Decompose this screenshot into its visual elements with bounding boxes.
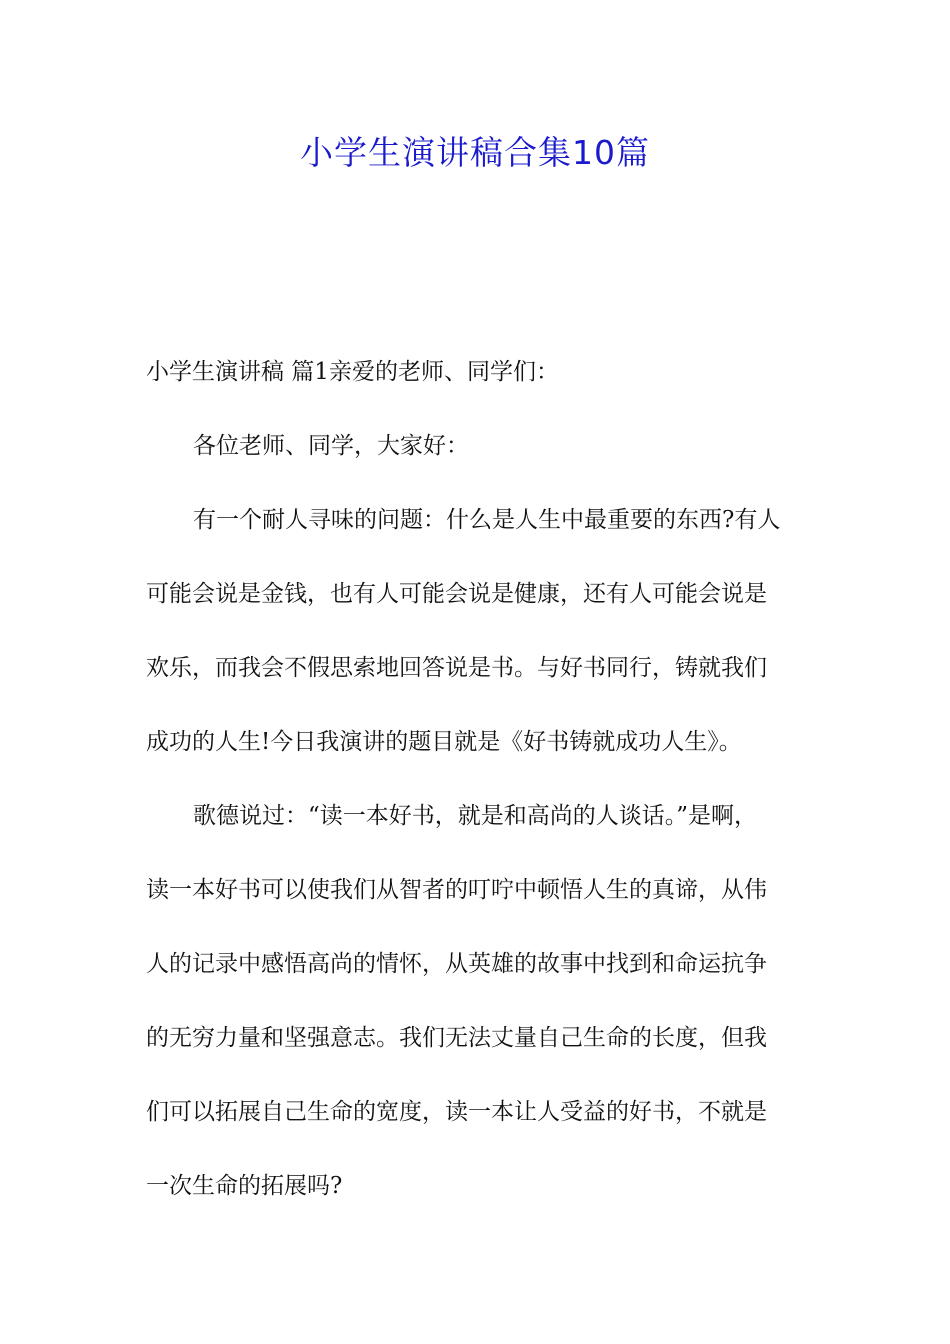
paragraph-greeting: 各位老师、同学，大家好：: [193, 433, 469, 459]
document-title: 小学生演讲稿合集10篇: [300, 133, 650, 172]
paragraph-line: 的无穷力量和坚强意志。我们无法丈量自己生命的长度，但我: [146, 1025, 767, 1051]
paragraph-line: 可能会说是金钱，也有人可能会说是健康，还有人可能会说是: [146, 581, 767, 607]
paragraph-heading-line: 小学生演讲稿 篇1亲爱的老师、同学们：: [146, 359, 559, 385]
paragraph-line: 歌德说过：“读一本好书，就是和高尚的人谈话。”是啊，: [193, 803, 758, 829]
paragraph-line: 人的记录中感悟高尚的情怀，从英雄的故事中找到和命运抗争: [146, 951, 767, 977]
paragraph-line: 们可以拓展自己生命的宽度，读一本让人受益的好书，不就是: [146, 1099, 767, 1125]
paragraph-line: 成功的人生!今日我演讲的题目就是《好书铸就成功人生》。: [146, 729, 742, 755]
paragraph-line: 读一本好书可以使我们从智者的叮咛中顿悟人生的真谛，从伟: [146, 877, 767, 903]
paragraph-line: 欢乐，而我会不假思索地回答说是书。与好书同行，铸就我们: [146, 655, 767, 681]
paragraph-line: 一次生命的拓展吗?: [146, 1173, 343, 1199]
document-body: [146, 335, 816, 1223]
paragraph-line: 有一个耐人寻味的问题：什么是人生中最重要的东西?有人: [193, 507, 781, 533]
